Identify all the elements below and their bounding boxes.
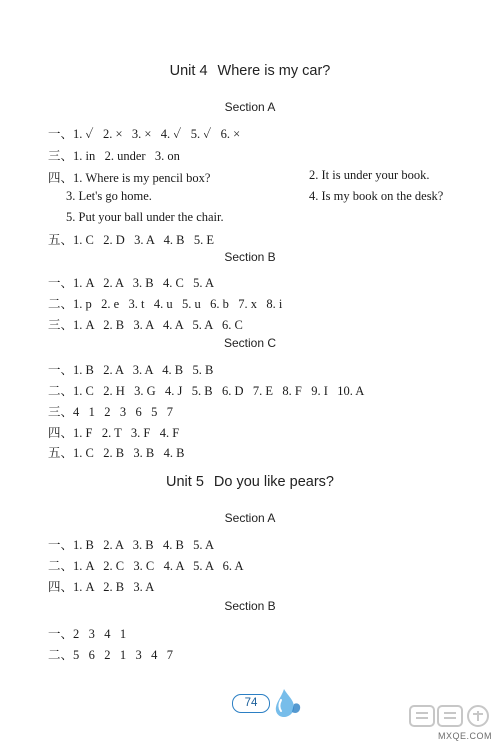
unit4-name: Where is my car?	[217, 63, 331, 79]
unit4-c-line-3: 三、4 1 2 3 6 5 7	[48, 405, 174, 419]
unit5-name: Do you like pears?	[213, 474, 334, 490]
unit4-section-a-title: Section A	[224, 100, 276, 114]
unit5-a-line-1: 一、1. B 2. A 3. B 4. B 5. A	[48, 538, 214, 552]
unit5-b-line-2: 二、5 6 2 1 3 4 7	[48, 648, 174, 662]
unit4-a-line-1: 一、1. ✓ 2. × 3. × 4. ✓ 5. ✓ 6. ×	[48, 127, 241, 141]
unit4-a-line-3a: 四、1. Where is my pencil box?	[48, 171, 211, 185]
unit4-b-line-2: 二、1. p 2. e 3. t 4. u 5. u 6. b 7. x 8. i	[48, 297, 283, 311]
unit5-section-b-title: Section B	[224, 599, 276, 613]
unit4-number: Unit 4	[169, 63, 208, 79]
unit4-a-line-4a: 3. Let's go home.	[66, 189, 152, 203]
unit4-c-line-2: 二、1. C 2. H 3. G 4. J 5. B 6. D 7. E 8. F 9. I 10. A	[48, 384, 365, 398]
unit5-b-line-1: 一、2 3 4 1	[48, 627, 127, 641]
unit4-a-line-6: 五、1. C 2. D 3. A 4. B 5. E	[48, 233, 214, 247]
unit4-c-line-5: 五、1. C 2. B 3. B 4. B	[48, 446, 185, 460]
watermark-badge-icon	[408, 703, 494, 729]
unit5-a-line-3: 四、1. A 2. B 3. A	[48, 580, 155, 594]
unit5-number: Unit 5	[166, 474, 204, 490]
unit4-section-c-title: Section C	[223, 336, 277, 350]
unit4-a-line-3b: 2. It is under your book.	[309, 168, 430, 182]
water-drop-icon	[270, 686, 304, 720]
page-number-badge	[232, 686, 302, 722]
unit4-b-line-3: 三、1. A 2. B 3. A 4. A 5. A 6. C	[48, 318, 243, 332]
unit4-a-line-2: 三、1. in 2. under 3. on	[48, 149, 180, 163]
watermark-url: MXQE.COM	[437, 731, 492, 741]
unit5-a-line-2: 二、1. A 2. C 3. C 4. A 5. A 6. A	[48, 559, 244, 573]
unit5-section-a-title: Section A	[224, 511, 276, 525]
unit4-c-line-1: 一、1. B 2. A 3. A 4. B 5. B	[48, 363, 214, 377]
unit4-section-b-title: Section B	[224, 250, 276, 264]
page-number: 74	[232, 694, 270, 713]
unit4-a-line-5: 5. Put your ball under the chair.	[66, 210, 224, 224]
unit5-title	[0, 474, 500, 490]
unit4-c-line-4: 四、1. F 2. T 3. F 4. F	[48, 426, 180, 440]
unit4-title	[0, 63, 500, 79]
unit4-a-line-4b: 4. Is my book on the desk?	[309, 189, 444, 203]
unit4-b-line-1: 一、1. A 2. A 3. B 4. C 5. A	[48, 276, 214, 290]
